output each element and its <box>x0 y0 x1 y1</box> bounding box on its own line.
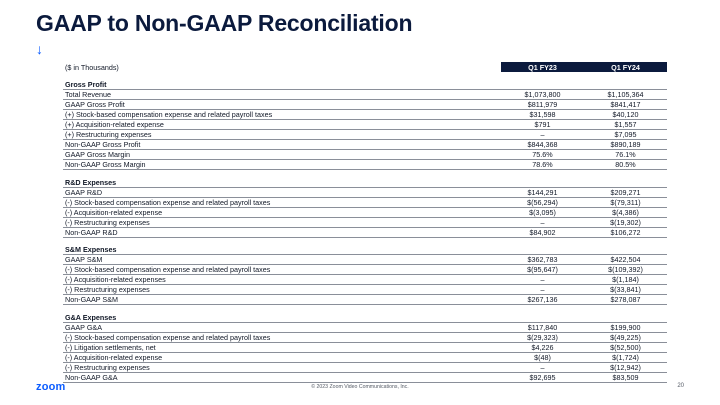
section-heading: R&D Expenses <box>65 177 117 187</box>
zoom-logo: zoom <box>36 381 66 393</box>
units-label: ($ in Thousands) <box>63 62 501 72</box>
row-value-q1fy24: $(33,841) <box>584 285 667 295</box>
page-number: 20 <box>677 383 684 389</box>
table-row <box>63 187 667 197</box>
row-value-q1fy23: $811,979 <box>501 100 584 110</box>
row-label: GAAP G&A <box>63 322 501 332</box>
reconciliation-table <box>63 62 667 383</box>
row-value-q1fy23: $4,226 <box>501 342 584 352</box>
table-row <box>63 120 667 130</box>
row-label: (-) Stock-based compensation expense and related payroll taxes <box>63 332 501 342</box>
table-row <box>63 332 667 342</box>
row-label: (+) Acquisition-related expense <box>63 120 501 130</box>
row-value-q1fy23: $92,695 <box>501 372 584 382</box>
row-value-q1fy23: $117,840 <box>501 322 584 332</box>
row-value-q1fy23: – <box>501 285 584 295</box>
row-label: (-) Restructuring expenses <box>63 217 501 227</box>
section-heading: S&M Expenses <box>65 245 117 254</box>
row-value-q1fy24: $278,087 <box>584 295 667 305</box>
copyright-text: © 2023 Zoom Video Communications, Inc. <box>311 384 409 390</box>
table-row <box>63 352 667 362</box>
arrow-down-icon: ↓ <box>36 41 43 57</box>
row-value-q1fy24: $841,417 <box>584 100 667 110</box>
row-value-q1fy23: $267,136 <box>501 295 584 305</box>
row-label: (-) Stock-based compensation expense and related payroll taxes <box>63 265 501 275</box>
row-value-q1fy23: $84,902 <box>501 227 584 237</box>
row-label: Total Revenue <box>63 90 501 100</box>
row-label: Non-GAAP S&M <box>63 295 501 305</box>
row-value-q1fy24: $83,509 <box>584 372 667 382</box>
table-row <box>63 227 667 237</box>
section-heading: Gross Profit <box>65 80 107 89</box>
row-value-q1fy23: 78.6% <box>501 160 584 170</box>
table-row <box>63 207 667 217</box>
table-row <box>63 140 667 150</box>
column-header-q1fy24: Q1 FY24 <box>584 62 667 72</box>
table-row <box>63 265 667 275</box>
section-heading-row <box>63 176 667 188</box>
row-value-q1fy23: 75.6% <box>501 150 584 160</box>
row-label: (-) Acquisition-related expense <box>63 352 501 362</box>
row-label: (-) Litigation settlements, net <box>63 342 501 352</box>
row-label: Non-GAAP R&D <box>63 227 501 237</box>
row-value-q1fy24: 76.1% <box>584 150 667 160</box>
row-value-q1fy24: $199,900 <box>584 322 667 332</box>
row-value-q1fy24: $(49,225) <box>584 332 667 342</box>
table-row <box>63 160 667 170</box>
row-label: GAAP Gross Profit <box>63 100 501 110</box>
table-row <box>63 217 667 227</box>
table-row <box>63 275 667 285</box>
row-value-q1fy24: $(52,500) <box>584 342 667 352</box>
table-row <box>63 197 667 207</box>
row-value-q1fy23: $(56,294) <box>501 197 584 207</box>
row-value-q1fy24: $209,271 <box>584 187 667 197</box>
row-label: (-) Restructuring expenses <box>63 285 501 295</box>
row-value-q1fy23: $(3,095) <box>501 207 584 217</box>
row-value-q1fy24: $(1,724) <box>584 352 667 362</box>
table-row <box>63 372 667 382</box>
row-value-q1fy24: $(79,311) <box>584 197 667 207</box>
row-value-q1fy23: – <box>501 217 584 227</box>
row-label: (-) Acquisition-related expense <box>63 207 501 217</box>
row-label: (-) Restructuring expenses <box>63 362 501 372</box>
table-row <box>63 90 667 100</box>
row-label: (-) Acquisition-related expenses <box>63 275 501 285</box>
row-value-q1fy24: $40,120 <box>584 110 667 120</box>
row-value-q1fy24: $7,095 <box>584 130 667 140</box>
row-label: GAAP Gross Margin <box>63 150 501 160</box>
row-value-q1fy23: $144,291 <box>501 187 584 197</box>
row-value-q1fy24: $422,504 <box>584 255 667 265</box>
row-label: Non-GAAP Gross Profit <box>63 140 501 150</box>
table-row <box>63 362 667 372</box>
row-value-q1fy23: – <box>501 362 584 372</box>
row-value-q1fy23: $(48) <box>501 352 584 362</box>
row-value-q1fy24: $1,557 <box>584 120 667 130</box>
row-value-q1fy24: $(12,942) <box>584 362 667 372</box>
row-label: (-) Stock-based compensation expense and related payroll taxes <box>63 197 501 207</box>
section-heading-row <box>63 243 667 255</box>
table-row <box>63 342 667 352</box>
row-label: GAAP R&D <box>63 187 501 197</box>
table-row <box>63 285 667 295</box>
row-value-q1fy24: $(19,302) <box>584 217 667 227</box>
table-row <box>63 100 667 110</box>
row-label: (+) Restructuring expenses <box>63 130 501 140</box>
row-value-q1fy24: 80.5% <box>584 160 667 170</box>
table-row <box>63 255 667 265</box>
table-row <box>63 295 667 305</box>
column-header-q1fy23: Q1 FY23 <box>501 62 584 72</box>
row-value-q1fy23: $31,598 <box>501 110 584 120</box>
row-value-q1fy23: – <box>501 130 584 140</box>
row-value-q1fy24: $1,105,364 <box>584 90 667 100</box>
row-value-q1fy24: $(4,386) <box>584 207 667 217</box>
row-label: GAAP S&M <box>63 255 501 265</box>
table-header-row <box>63 62 667 72</box>
row-value-q1fy23: $791 <box>501 120 584 130</box>
page-title: GAAP to Non-GAAP Reconciliation <box>36 10 413 36</box>
row-value-q1fy23: $844,368 <box>501 140 584 150</box>
table-row <box>63 322 667 332</box>
row-value-q1fy23: $(29,323) <box>501 332 584 342</box>
row-label: (+) Stock-based compensation expense and related payroll taxes <box>63 110 501 120</box>
row-value-q1fy24: $(109,392) <box>584 265 667 275</box>
row-label: Non-GAAP Gross Margin <box>63 160 501 170</box>
row-value-q1fy24: $890,189 <box>584 140 667 150</box>
row-value-q1fy23: $(95,647) <box>501 265 584 275</box>
row-value-q1fy23: $1,073,800 <box>501 90 584 100</box>
row-value-q1fy24: $(1,184) <box>584 275 667 285</box>
reconciliation-table-container <box>63 62 667 383</box>
row-value-q1fy23: $362,783 <box>501 255 584 265</box>
row-value-q1fy23: – <box>501 275 584 285</box>
table-row <box>63 150 667 160</box>
table-body <box>63 72 667 382</box>
row-value-q1fy24: $106,272 <box>584 227 667 237</box>
section-heading-row <box>63 78 667 90</box>
section-heading-row <box>63 311 667 323</box>
row-label: Non-GAAP G&A <box>63 372 501 382</box>
section-heading: G&A Expenses <box>65 312 117 322</box>
table-row <box>63 130 667 140</box>
table-row <box>63 110 667 120</box>
